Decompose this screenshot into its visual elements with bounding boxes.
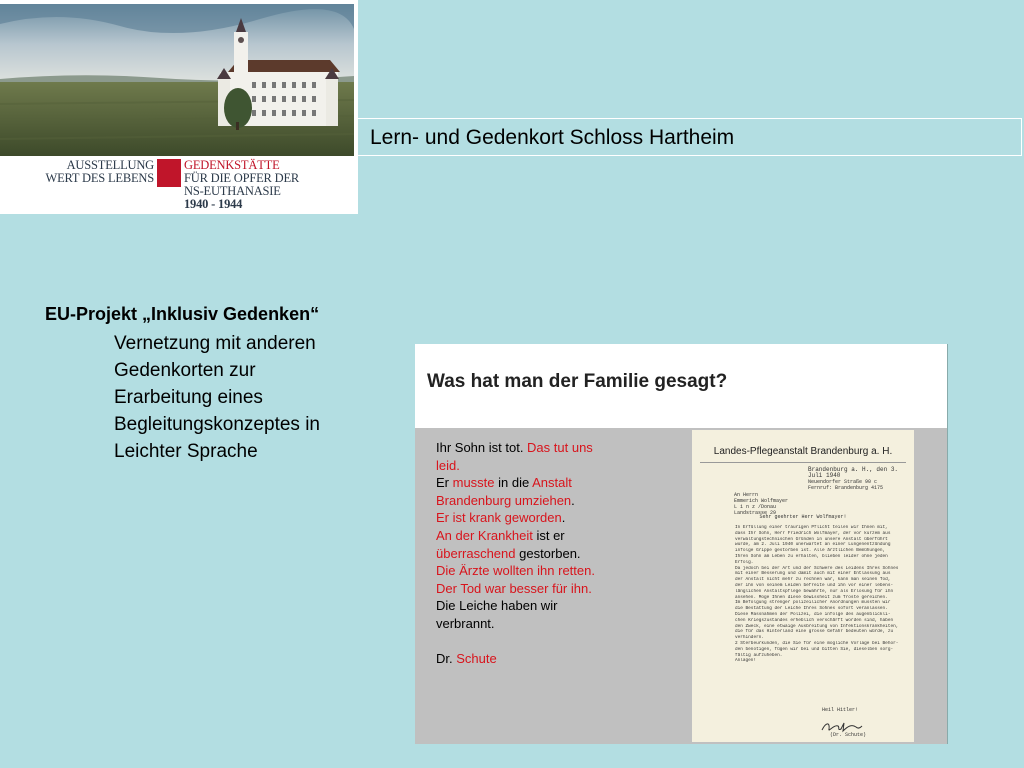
letter-body-line: fältig aufzuheben.	[735, 652, 783, 658]
easy-language-story	[436, 439, 686, 667]
letter-body-line: mit einer Besserung und damit auch mit einer Entlassung aus	[735, 571, 891, 577]
logo-red-square	[157, 159, 181, 187]
letter-address	[734, 492, 788, 516]
letter-body-line: chen Kriegszustandes erheblich verschärft worden sind, haben	[735, 617, 894, 623]
letter-address-line: L i n z /Donau	[734, 504, 777, 510]
story-line	[436, 509, 686, 527]
story-line	[436, 650, 686, 668]
story-text: gestorben.	[515, 545, 581, 561]
letter-body-line: die für das Hinterland eine grosse Gefahr bedeuten würde, zu	[735, 629, 894, 635]
story-highlight: An der Krankheit	[436, 527, 533, 543]
logo-right-line: GEDENKSTÄTTE	[184, 158, 280, 172]
project-line: Leichter Sprache	[114, 441, 258, 462]
project-title: EU-Projekt „Inklusiv Gedenken“	[45, 304, 320, 324]
story-gap	[436, 633, 686, 650]
story-line	[436, 439, 686, 457]
letter-body-line: den benötigen, fügen wir bei und bitten Sie, dieselben sorg-	[735, 646, 894, 652]
letter-address-line: An Herrn	[734, 492, 759, 498]
logo-right-years: 1940 - 1944	[184, 197, 243, 211]
letter-address-line: Landstrasse 29	[734, 510, 777, 516]
project-line: Begleitungskonzeptes in	[114, 414, 320, 435]
logo-right-line: FÜR DIE OPFER DER	[184, 171, 300, 185]
story-text: Ihr Sohn ist tot.	[436, 440, 528, 455]
story-line	[436, 474, 686, 492]
letter-body-line: verwaltungstechnischen Gründen in unsere Anstalt überführt	[735, 536, 888, 542]
story-highlight: Anstalt	[532, 475, 572, 491]
story-line: Die Leiche haben wir	[436, 598, 558, 614]
story-text: ist er	[532, 527, 565, 543]
story-line: verbrannt.	[436, 615, 495, 631]
project-line: Vernetzung mit anderen	[114, 333, 316, 354]
letter-rule	[700, 462, 906, 463]
logo-memorial-text	[184, 159, 354, 211]
story-line: Die Ärzte wollten ihn retten.	[436, 563, 595, 579]
letter-body-line: der Anstalt nicht mehr zu rechnen war, kann man seinen Tod,	[735, 577, 891, 583]
story-highlight: Brandenburg	[436, 492, 512, 508]
castle-photo	[0, 4, 354, 156]
story-line	[436, 545, 686, 563]
story-text: Er	[436, 475, 453, 491]
logo-banner	[0, 0, 358, 214]
project-description	[114, 330, 404, 465]
story-text: .	[571, 492, 575, 508]
letter-body-line: länglichen Anstaltspflege bewahrte, nur als Erlösung für ihn	[735, 588, 894, 594]
project-line: Gedenkorten zur	[114, 360, 256, 381]
letter-body-line: verhindern.	[735, 635, 764, 641]
letter-date-sub: Fernruf: Brandenburg 4175	[808, 485, 884, 491]
letter-body-line: Da jedoch bei der Art und der Schwere des Leidens Ihres Sohnes	[735, 565, 899, 571]
letter-date-sub: Neuendorfer Straße 90 c	[808, 479, 878, 485]
letter-body-line: ansehen. Möge Ihnen diese Gewissheit zum Troste gereichen.	[735, 594, 888, 600]
story-highlight: Er ist krank geworden	[436, 510, 562, 526]
letter-body-line: dass Ihr Sohn, Herr Friedrich Wolfmayer, der vor kurzem aus	[735, 530, 891, 536]
site-title: Lern- und Gedenkort Schloss Hartheim	[370, 126, 735, 149]
historical-letter	[692, 430, 914, 742]
logo-exhibition-text	[4, 159, 154, 185]
letter-date-main: Brandenburg a. H., den 3. Juli 1940	[808, 466, 899, 479]
project-line: Erarbeitung eines	[114, 387, 263, 408]
site-title-box	[358, 118, 1022, 156]
logo-left-line: AUSSTELLUNG	[66, 158, 154, 172]
story-highlight: Schute	[456, 650, 497, 666]
letter-body-line: In Erfüllung einer traurigen Pflicht teilen wir Ihnen mit,	[735, 525, 888, 530]
story-highlight: musste	[452, 475, 495, 491]
letter-body-line: Anlagen!	[735, 658, 757, 664]
letter-body-line: Ihren Sohn am Leben zu erhalten, blieben leider ohne jeden	[735, 553, 888, 559]
letter-body-line: 2 Sterbeurkunden, die Sie für eine mögliche Vorlage bei Behör-	[735, 640, 899, 646]
letter-body-line: wurde, am 2. Juli 1940 unerwartet an einer Lungenentzündung	[735, 542, 891, 548]
letter-body-line: den Zweck, eine etwaige Ausbreitung von Infektionskrankheiten,	[735, 623, 899, 629]
panel-question: Was hat man der Familie gesagt?	[427, 371, 728, 392]
story-text: in die	[494, 475, 533, 491]
story-text: Dr.	[436, 650, 457, 666]
castle-image	[0, 4, 354, 156]
letter-closing: Heil Hitler!	[822, 707, 859, 713]
story-line	[436, 492, 686, 510]
letter-date	[808, 467, 906, 491]
story-highlight: umziehen	[511, 492, 572, 508]
letter-heading: Landes-Pflegeanstalt Brandenburg a. H.	[713, 446, 893, 457]
story-line: leid.	[436, 457, 460, 473]
story-highlight: Das tut uns	[527, 440, 593, 455]
letter-body-line: infolge Grippe gestorben ist. Alle ärztlichen Bemühungen,	[735, 548, 886, 554]
letter-body	[735, 525, 907, 664]
letter-body-line: Erfolg.	[735, 559, 754, 565]
story-line	[436, 527, 686, 545]
letter-body-line: Im Befolgung strenger polizeilicher Anordnungen mussten wir	[735, 600, 891, 606]
story-highlight: überraschend	[436, 545, 516, 561]
letter-body-line: Diese Massnahmen der Polizei, die infolge des augenblickli-	[735, 611, 891, 617]
family-info-panel	[415, 344, 948, 744]
logo-left-line: WERT DES LEBENS	[45, 171, 154, 185]
letter-address-line: Emmerich Wolfmayer	[734, 498, 789, 504]
letter-greeting: Sehr geehrter Herr Wolfmayer!	[759, 514, 847, 520]
story-text: .	[561, 510, 566, 526]
letter-body-line: die Bestattung der Leiche Ihres Sohnes sofort veranlassen.	[735, 606, 888, 612]
letter-signer: (Dr. Schute)	[830, 732, 867, 738]
story-line: Der Tod war besser für ihn.	[436, 580, 592, 596]
logo-right-line: NS-EUTHANASIE	[184, 184, 281, 198]
panel-content	[415, 428, 947, 744]
letter-body-line: der ihn von seinem Leiden befreite und ihn vor einer lebens-	[735, 582, 894, 588]
